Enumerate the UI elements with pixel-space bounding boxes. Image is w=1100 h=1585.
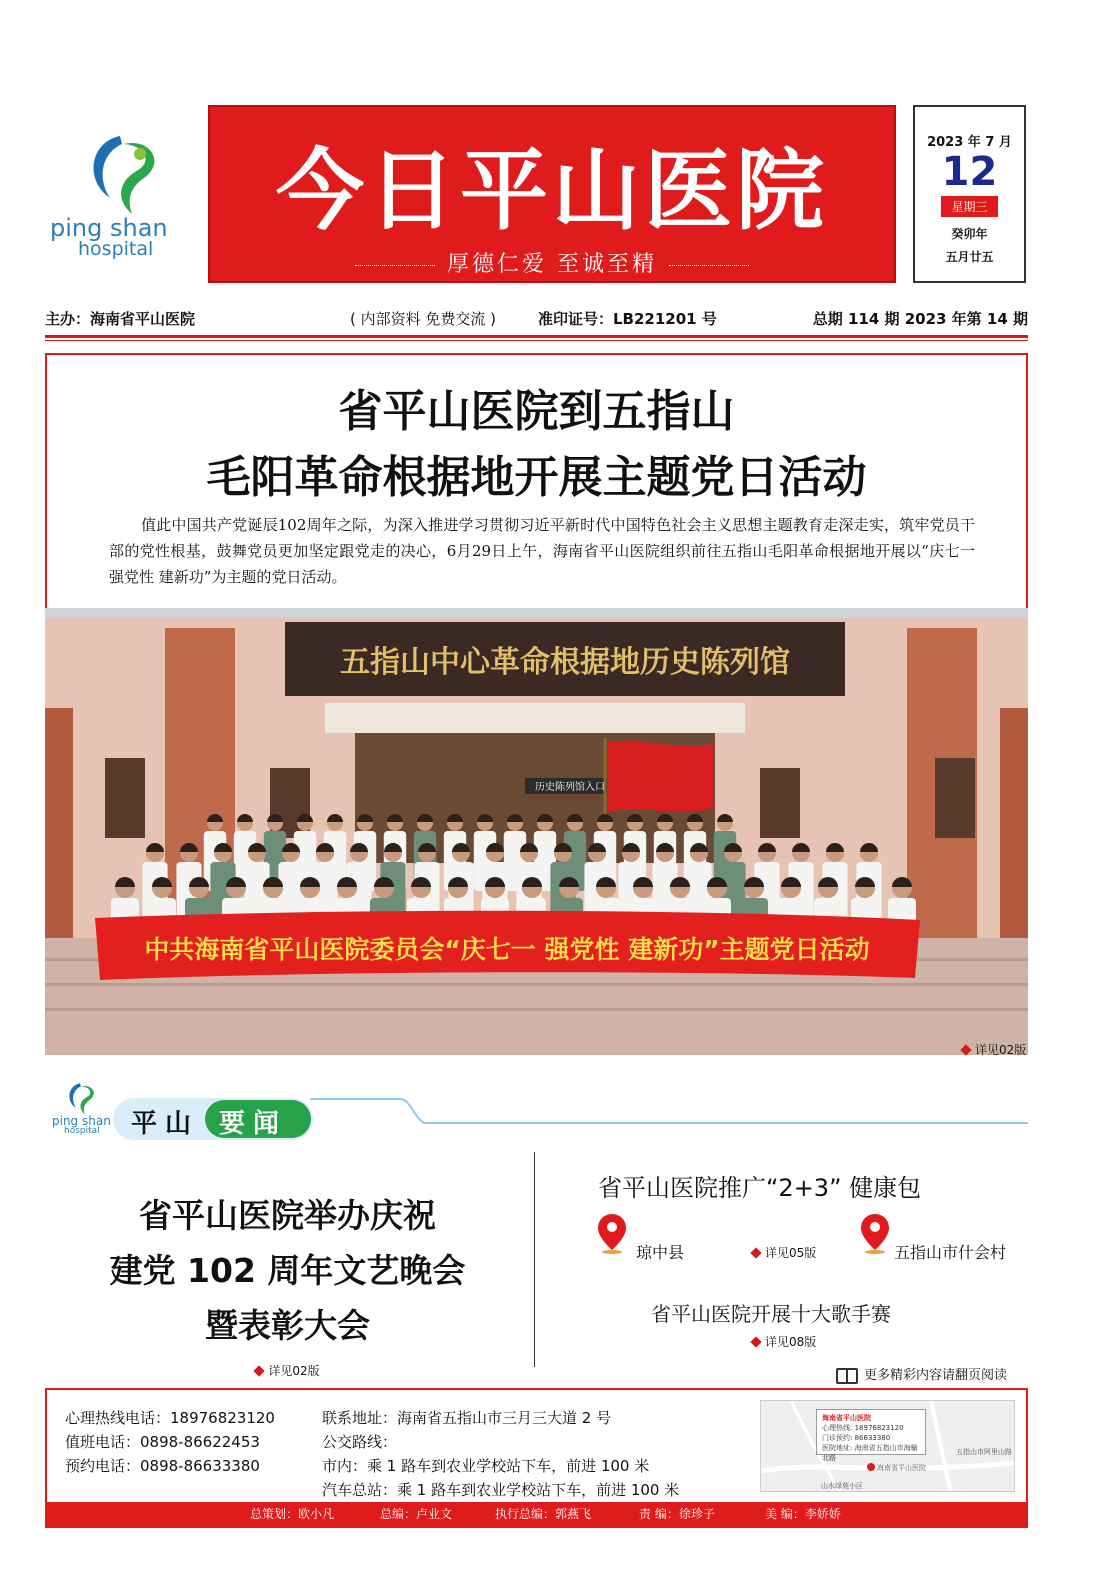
building-sign-text: 五指山中心革命根据地历史陈列馆 <box>340 645 790 680</box>
lunar-year: 癸卯年 <box>951 227 988 241</box>
footer-address <box>322 1406 679 1502</box>
diamond-bullet-icon <box>750 1336 761 1347</box>
news-left-see-page-label: 详见02版 <box>268 1364 320 1378</box>
location-shihui-village: 五指山市什会村 <box>894 1243 1007 1262</box>
divider-rule <box>45 335 1028 338</box>
bus-route-city: 市内：乘 1 路车到农业学校站下车，前进 100 米 <box>322 1457 650 1475</box>
hotline-phone: 心理热线电话：18976823120 <box>65 1409 275 1427</box>
location-qiongzhong: 琼中县 <box>636 1243 685 1262</box>
address: 联系地址：海南省五指山市三月三大道 2 号 <box>322 1409 612 1427</box>
map-card-line3: 医院地址: 海南省五指山市海榆北路 <box>822 1444 918 1462</box>
diamond-bullet-icon <box>750 1247 761 1258</box>
bus-route-station: 汽车总站：乘 1 路车到农业学校站下车，前进 100 米 <box>322 1481 680 1499</box>
logo-swirl-icon <box>80 128 170 218</box>
lead-photo <box>45 608 1028 1055</box>
date-year-month: 2023 年 7 月 <box>927 135 1012 150</box>
news-right-see-page1-label: 详见05版 <box>765 1246 817 1260</box>
location-map[interactable] <box>760 1400 1015 1492</box>
map-card-title: 海南省平山医院 <box>822 1414 871 1422</box>
book-icon <box>836 1368 858 1384</box>
news-left-see-page[interactable] <box>60 1363 515 1379</box>
map-info-card <box>816 1409 926 1462</box>
footer-box <box>45 1388 1028 1528</box>
lunar-day: 五月廿五 <box>945 250 994 264</box>
logo-text-ping-shan: ping shan <box>50 214 168 242</box>
section-label-pingshan: 平山 <box>131 1109 200 1139</box>
motto-divider-left <box>355 265 435 266</box>
masthead-title-box <box>208 105 896 283</box>
map-card-line2: 门诊预约: 86633380 <box>822 1434 891 1442</box>
bus-route-title: 公交路线： <box>322 1433 398 1451</box>
hospital-logo <box>50 128 200 258</box>
section-title-pill <box>113 1098 313 1140</box>
credit-exec-editor: 执行总编：郭燕飞 <box>495 1507 592 1521</box>
section-logo-ping-shan: ping shan <box>52 1114 111 1128</box>
news-left-line1: 省平山医院举办庆祝 <box>139 1196 436 1235</box>
motto <box>210 247 894 278</box>
entrance-sign-text: 历史陈列馆入口 <box>535 782 605 793</box>
credits-bar <box>47 1502 1026 1526</box>
footer-phones <box>65 1406 275 1478</box>
section-label-green <box>205 1100 311 1138</box>
motto-text: 厚德仁爱 至诚至精 <box>447 252 657 277</box>
section-curve-line <box>310 1097 1028 1127</box>
logo-swirl-icon-small <box>62 1080 102 1116</box>
sponsor-text: 主办：海南省平山医院 <box>45 310 196 328</box>
banner-text: 中共海南省平山医院委员会“庆七一 强党性 建新功”主题党日活动 <box>144 935 870 964</box>
map-label-road: 五指山市阿里山路 <box>956 1448 1012 1456</box>
date-day: 12 <box>941 149 998 195</box>
booking-phone: 预约电话：0898-86633380 <box>65 1457 260 1475</box>
news-left-line2: 建党 102 周年文艺晚会 <box>109 1251 466 1290</box>
photo-see-page[interactable] <box>962 1041 1026 1058</box>
group-photo-illustration <box>45 608 1028 1055</box>
more-content-label: 更多精彩内容请翻页阅读 <box>864 1368 1008 1383</box>
map-label-hospital: 海南省平山医院 <box>877 1464 926 1472</box>
lead-headline-line1: 省平山医院到五指山 <box>338 386 735 437</box>
internal-note: ( 内部资料 免费交流 ) <box>350 310 497 328</box>
column-separator <box>534 1152 535 1367</box>
news-left-line3: 暨表彰大会 <box>205 1306 370 1345</box>
lead-article <box>45 353 1028 608</box>
section-logo <box>52 1080 112 1135</box>
logo-text-hospital: hospital <box>78 238 154 260</box>
map-label-community: 山水绿苑小区 <box>821 1482 863 1490</box>
date-box <box>913 105 1026 283</box>
credit-planner: 总策划：欧小凡 <box>250 1507 335 1521</box>
location-pin-icon <box>598 1214 626 1254</box>
newspaper-title: 今日平山医院 <box>275 139 828 242</box>
diamond-bullet-icon <box>254 1365 265 1376</box>
photo-see-page-label: 详见02版 <box>975 1043 1027 1057</box>
credit-resp-editor: 责 编：徐珍子 <box>639 1507 715 1521</box>
more-content-hint[interactable] <box>836 1364 1007 1384</box>
motto-divider-right <box>669 265 749 266</box>
location-pin-icon <box>861 1214 889 1254</box>
news-right-title2[interactable]: 省平山医院开展十大歌手赛 <box>651 1302 891 1326</box>
section-label-news: 要闻 <box>219 1109 288 1139</box>
diamond-bullet-icon <box>960 1044 971 1055</box>
divider-rule-thin <box>45 340 1028 341</box>
duty-phone: 值班电话：0898-86622453 <box>65 1433 260 1451</box>
news-right-see-page1[interactable] <box>752 1244 816 1261</box>
issue-number: 总期 114 期 2023 年第 14 期 <box>812 310 1028 328</box>
news-left[interactable] <box>60 1188 515 1379</box>
credit-editor: 总编：卢业文 <box>380 1507 453 1521</box>
permit-number: 准印证号：LB221201 号 <box>538 310 717 328</box>
lead-headline-line2: 毛阳革命根据地开展主题党日活动 <box>206 452 867 503</box>
date-weekday: 星期三 <box>941 196 997 217</box>
section-logo-hospital: hospital <box>64 1126 100 1136</box>
news-right-see-page2[interactable] <box>752 1333 816 1350</box>
credit-art-editor: 美 编：李娇娇 <box>765 1507 841 1521</box>
news-right-see-page2-label: 详见08版 <box>765 1335 817 1349</box>
lead-body-text: 值此中国共产党诞辰102周年之际，为深入推进学习贯彻习近平新时代中国特色社会主义思想主题教育走深走实，筑牢党员干部的党性根基，鼓舞党员更加坚定跟党走的决心，6月29日上午，海南省平山医院组织前往五指山毛阳革命根据地开展以“庆七一 强党性 建新功”为主题的党日活动。 <box>109 516 975 586</box>
news-right-title[interactable]: 省平山医院推广“2+3” 健康包 <box>598 1174 922 1202</box>
map-card-line1: 心理热线: 18976823120 <box>822 1424 904 1432</box>
